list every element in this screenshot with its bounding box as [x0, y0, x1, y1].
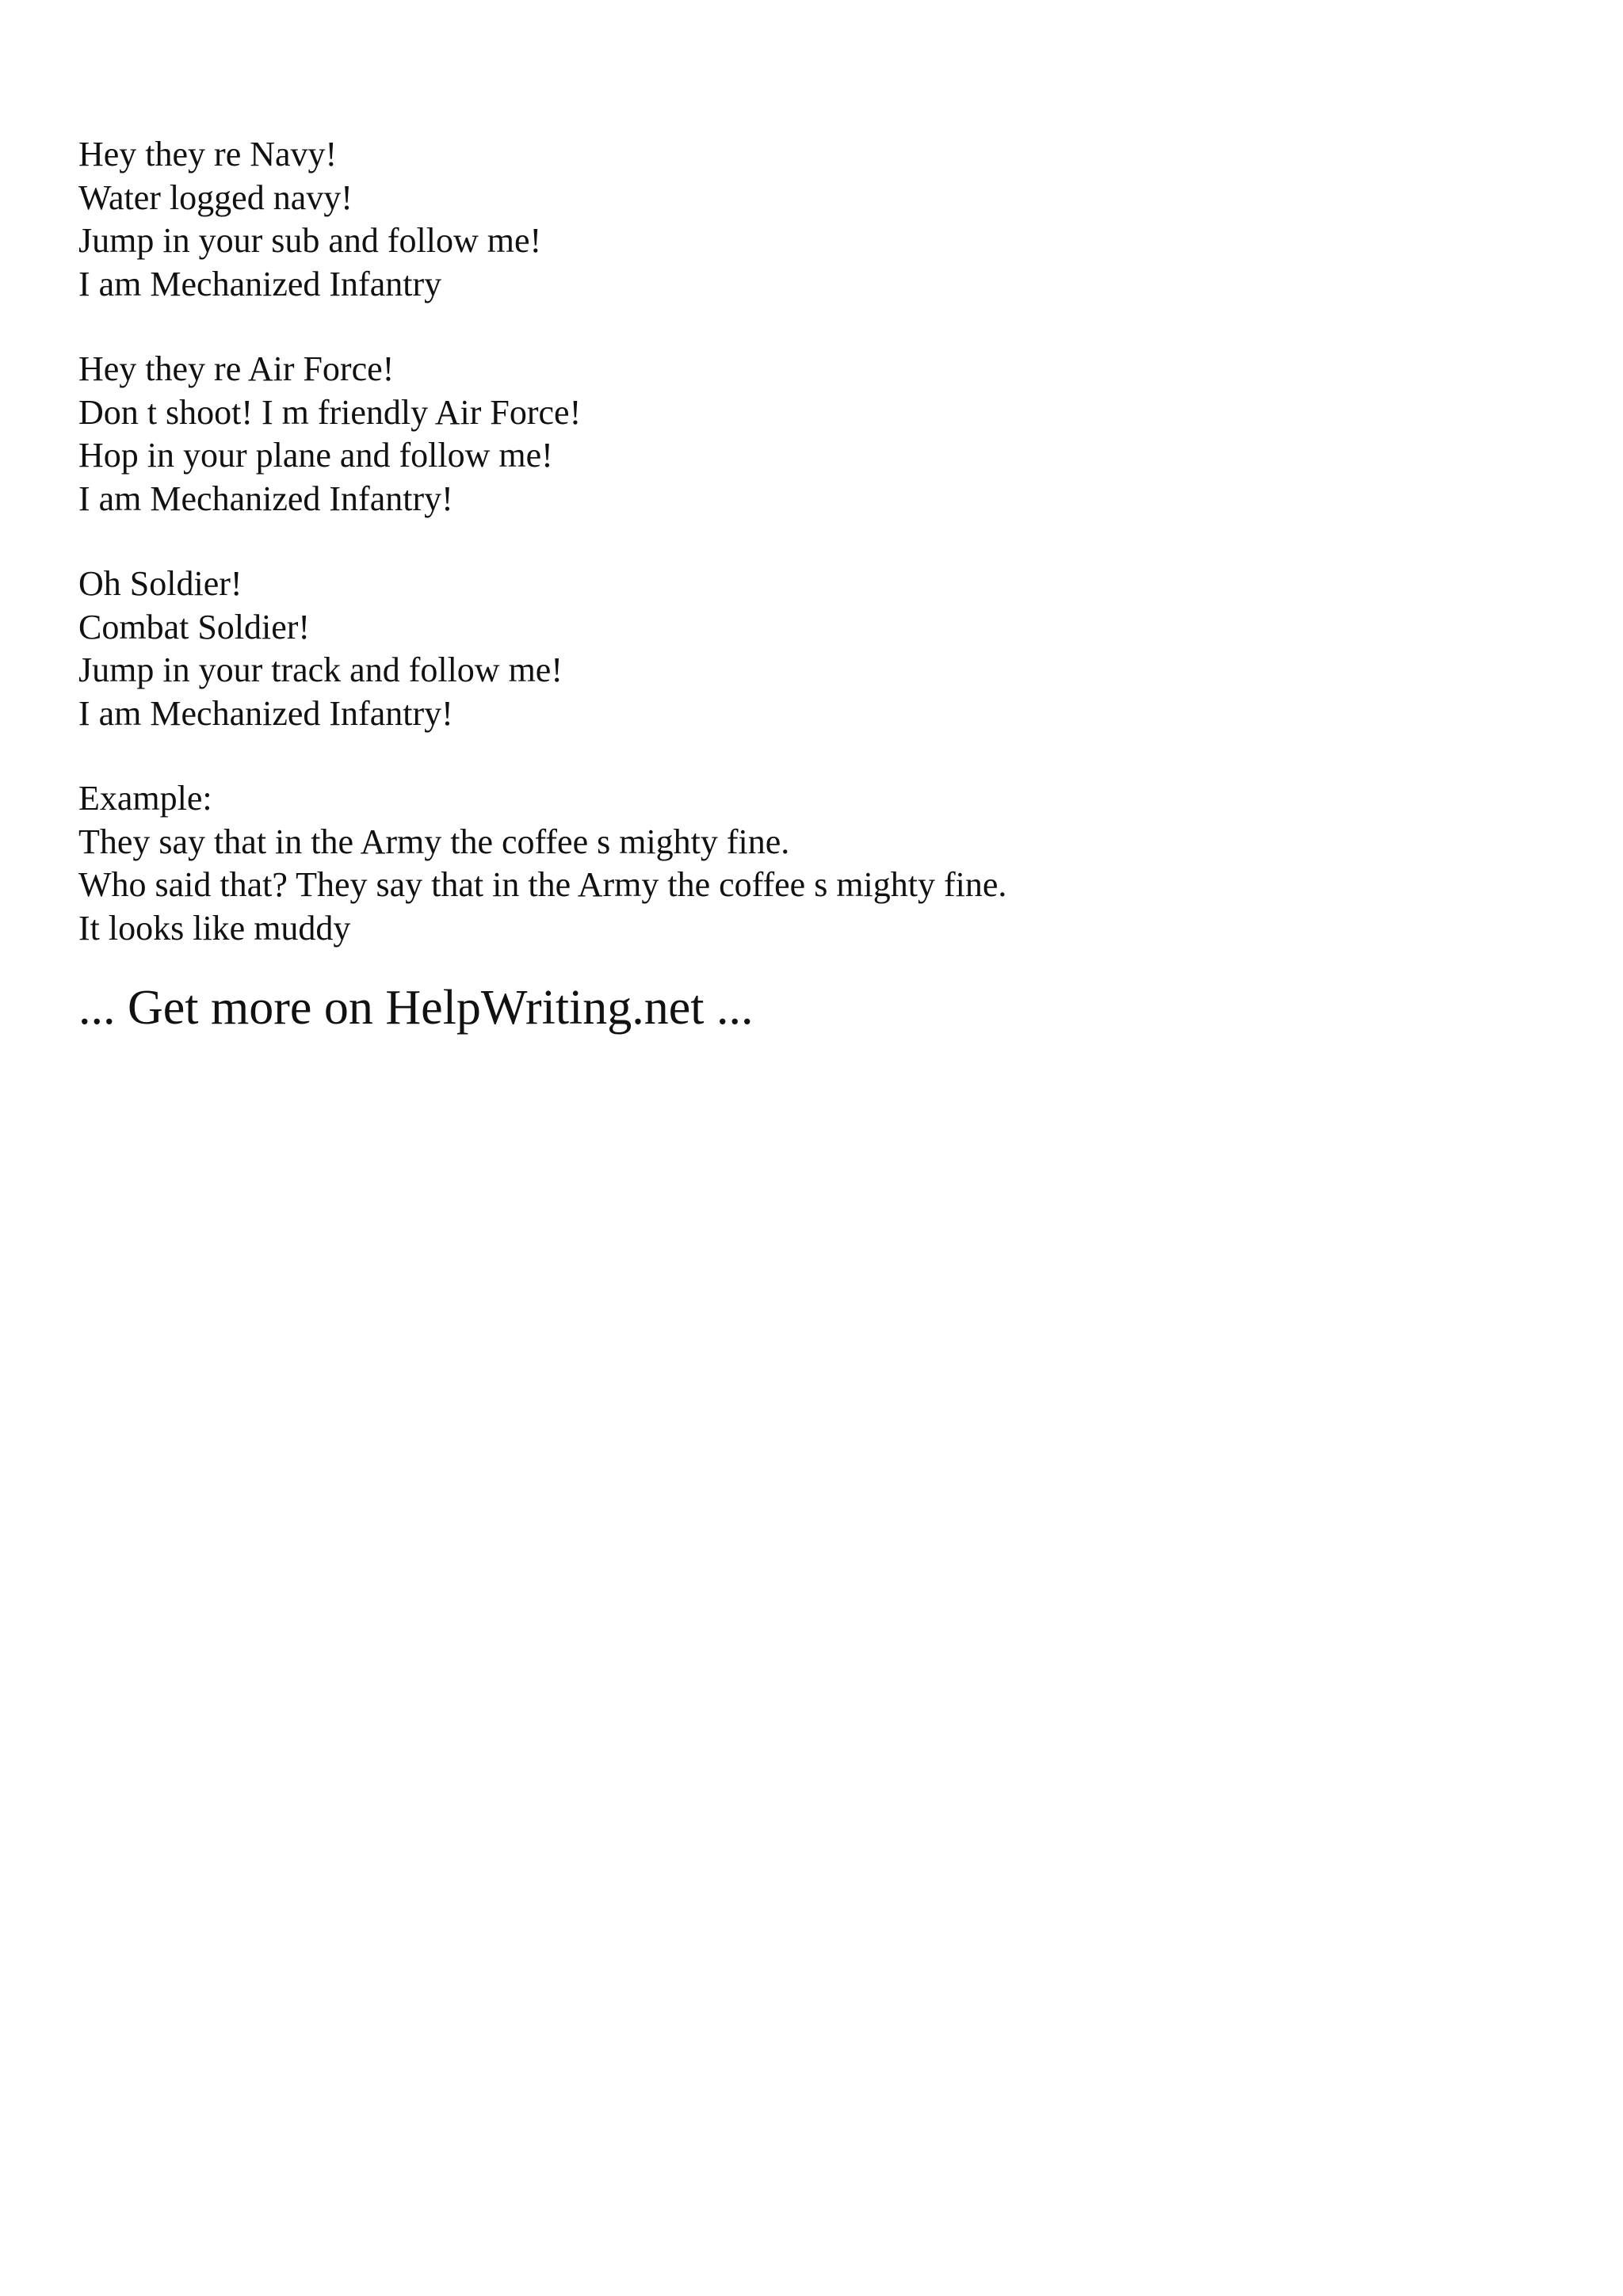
text-line: Hey they re Navy!: [78, 135, 338, 174]
text-line: Oh Soldier!: [78, 564, 242, 603]
text-line: It looks like muddy: [78, 908, 351, 948]
text-line: Water logged navy!: [78, 177, 353, 217]
text-line: Hop in your plane and follow me!: [78, 436, 553, 475]
document-body: [78, 133, 1505, 1039]
stanza-navy: [78, 133, 1505, 306]
text-line: Who said that? They say that in the Army the coffee s mighty fine.: [78, 865, 1007, 904]
text-line: Hey they re Air Force!: [78, 349, 395, 388]
text-line: Example:: [78, 779, 212, 818]
stanza-example: [78, 777, 1505, 950]
text-line: They say that in the Army the coffee s mighty fine.: [78, 822, 790, 861]
text-line: I am Mechanized Infantry!: [78, 479, 453, 518]
text-line: I am Mechanized Infantry: [78, 264, 442, 303]
text-line: Jump in your sub and follow me!: [78, 221, 542, 260]
get-more-link[interactable]: ... Get more on HelpWriting.net ...: [78, 981, 754, 1035]
text-line: I am Mechanized Infantry!: [78, 693, 453, 733]
text-line: Don t shoot! I m friendly Air Force!: [78, 392, 582, 432]
stanza-soldier: [78, 563, 1505, 735]
stanza-air-force: [78, 348, 1505, 521]
text-line: Jump in your track and follow me!: [78, 650, 563, 689]
text-line: Combat Soldier!: [78, 607, 311, 646]
